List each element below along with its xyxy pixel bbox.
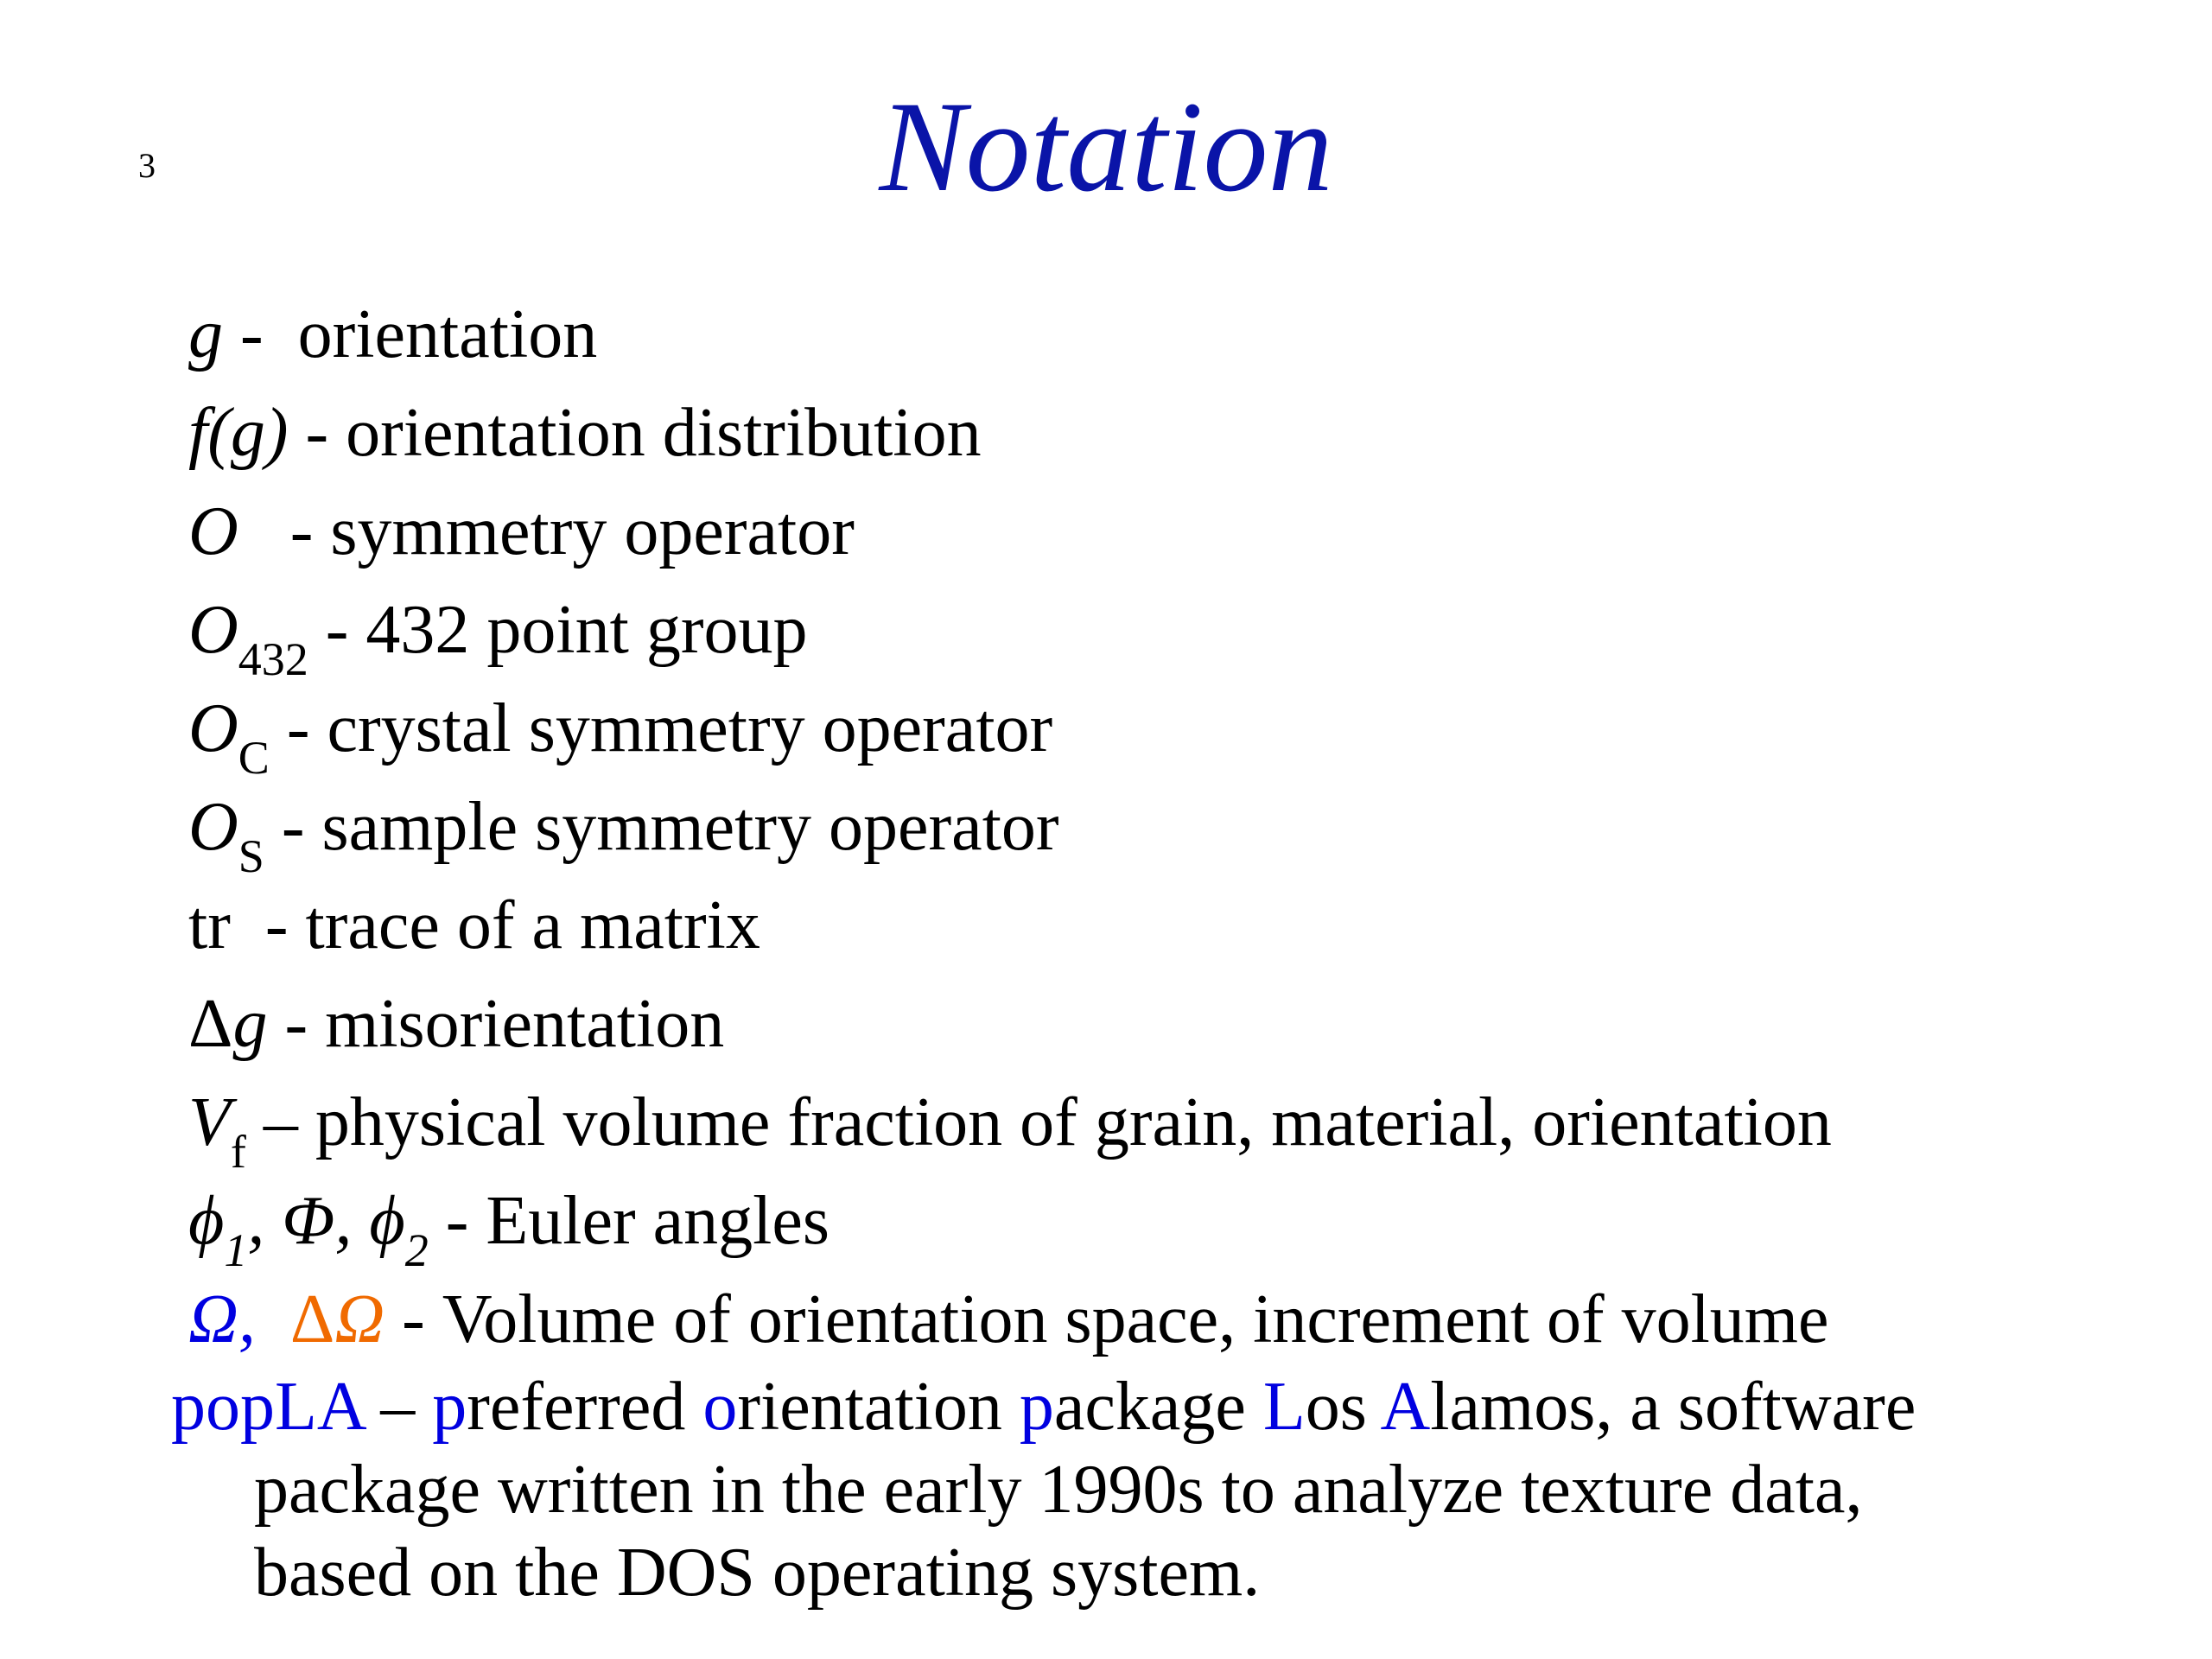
symbol: O (188, 592, 238, 668)
omega-symbol: Ω (188, 1281, 238, 1357)
notation-item-oc (188, 679, 2141, 784)
word-rest: lamos, a software (1430, 1369, 1916, 1445)
subscript: f (230, 1126, 246, 1178)
notation-item-fg (188, 384, 2141, 482)
delta-omega-symbol: Ω (334, 1281, 385, 1357)
description: - orientation distribution (288, 395, 982, 471)
symbol: tr (188, 887, 231, 963)
notation-item-delta-g (188, 975, 2141, 1073)
separator: , (247, 1183, 283, 1259)
symbol: O (188, 789, 238, 865)
phi2-symbol: ϕ (369, 1183, 405, 1259)
description: – physical volume fraction of grain, material, orientation (245, 1084, 1832, 1160)
subscript: S (238, 830, 264, 882)
acronym-letter: p (1019, 1369, 1054, 1445)
acronym-letter: o (702, 1369, 738, 1445)
subscript: 432 (238, 633, 308, 685)
phi1-subscript: 1 (224, 1224, 248, 1276)
description: - Euler angles (428, 1183, 830, 1259)
description: - Volume of orientation space, increment of volume (385, 1281, 1829, 1357)
notation-item-tr (188, 876, 2141, 975)
notation-list (188, 285, 2141, 1369)
popla-term: popLA (171, 1369, 364, 1445)
description: - trace of a matrix (230, 887, 760, 963)
description: - orientation (223, 296, 598, 372)
notation-item-os (188, 778, 2141, 882)
popla-definition (171, 1365, 2141, 1614)
popla-line-2: package written in the early 1990s to analyze texture data, (254, 1452, 1863, 1528)
symbol: g (188, 296, 223, 372)
slide-title: Notation (879, 75, 1333, 219)
delta-symbol: Δ (289, 1281, 335, 1357)
notation-item-o (188, 482, 2141, 581)
slide-number: 3 (138, 146, 156, 185)
description: - crystal symmetry operator (269, 690, 1053, 766)
acronym-letter: L (1262, 1369, 1306, 1445)
description: - misorientation (267, 986, 725, 1062)
description: - 432 point group (308, 592, 808, 668)
word-rest: referred (467, 1369, 703, 1445)
subscript: C (238, 732, 270, 784)
notation-item-euler (188, 1172, 2141, 1276)
notation-item-o432 (188, 581, 2141, 685)
separator: , (238, 1281, 290, 1357)
acronym-letter: A (1380, 1369, 1431, 1445)
acronym-letter: p (432, 1369, 467, 1445)
symbol: V (188, 1084, 231, 1160)
description: - symmetry operator (238, 493, 855, 569)
dash: – (363, 1369, 433, 1445)
delta-symbol: Δ (188, 986, 233, 1062)
symbol: O (188, 493, 238, 569)
notation-item-g (188, 285, 2141, 384)
notation-item-vf (188, 1073, 2141, 1178)
phi2-subscript: 2 (404, 1224, 429, 1276)
separator: , (334, 1183, 370, 1259)
description: - sample symmetry operator (264, 789, 1059, 865)
word-rest: ackage (1053, 1369, 1263, 1445)
symbol: g (232, 986, 268, 1062)
Phi-symbol: Φ (282, 1183, 335, 1259)
word-rest: os (1305, 1369, 1381, 1445)
phi1-symbol: ϕ (188, 1183, 225, 1259)
popla-line-3: based on the DOS operating system. (254, 1535, 1261, 1611)
word-rest: rientation (737, 1369, 1020, 1445)
notation-item-omega (188, 1270, 2141, 1369)
symbol: O (188, 690, 238, 766)
symbol: f(g) (188, 395, 289, 471)
